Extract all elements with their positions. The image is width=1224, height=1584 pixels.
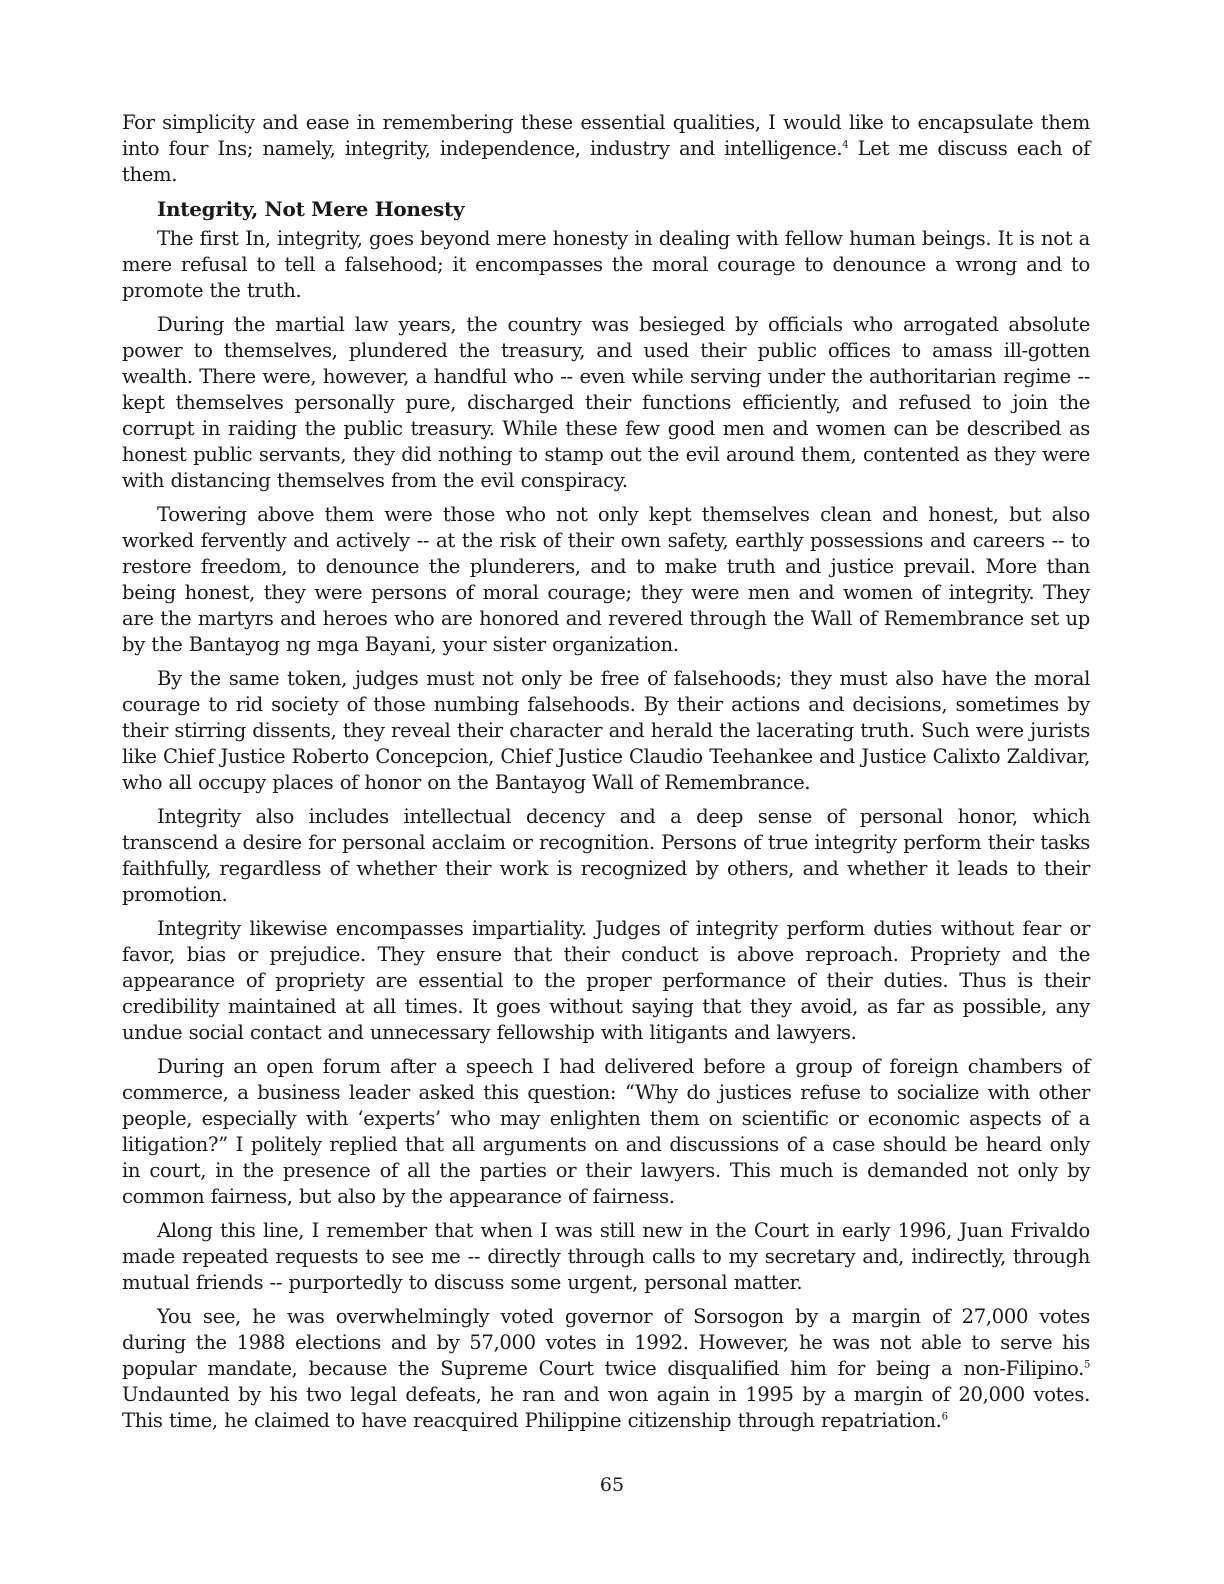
paragraph-sorsogon-elections — [122, 1304, 1090, 1434]
footnote-ref-5: 5 — [1083, 1359, 1090, 1371]
page-number: 65 — [599, 1474, 625, 1496]
footnote-ref-6: 6 — [941, 1411, 948, 1423]
paragraph-intro — [122, 110, 1090, 188]
document-page — [122, 110, 1090, 1442]
paragraph-open-forum: During an open forum after a speech I had delivered before a group of foreign chambers of commerce, a business leader asked this question: “Why do justices refuse to socialize with other people, especially with ‘experts’ who may enlighten them on scientific or economic aspects of a litigation?” I politely replied that all arguments on and discussions of a case should be heard only in court, in the presence of all the parties or their lawyers. This much is demanded not only by common fairness, but also by the appearance of fairness. — [122, 1055, 1090, 1208]
paragraph-sorsogon-mid: Undaunted by his two legal defeats, he ran and won again in 1995 by a margin of 20,000 votes. This time, he claimed to have reacquired Philippine citizenship through repatriation. — [122, 1383, 1090, 1432]
paragraph-judges-moral-courage: By the same token, judges must not only be free of falsehoods; they must also have the moral courage to rid society of those numbing falsehoods. By their actions and decisions, sometimes by their stirring dissents, they reveal their character and herald the lacerating truth. Such were jurists like Chief Justice Roberto Concepcion, Chief Justice Claudio Teehankee and Justice Calixto Zaldivar, who all occupy places of honor on the Bantayog Wall of Remembrance. — [122, 667, 1090, 794]
paragraph-intro-tail: Let me discuss each of them. — [122, 137, 1090, 186]
paragraph-intellectual-decency: Integrity also includes intellectual decency and a deep sense of personal honor, which transcend a desire for personal acclaim or recognition. Persons of true integrity perform their tasks faithfully, regardless of whether their work is recognized by others, and whether it leads to their promotion. — [122, 805, 1090, 906]
paragraph-intro-text: For simplicity and ease in remembering these essential qualities, I would like to encapsulate them into four Ins; namely, integrity, independence, industry and intelligence. — [122, 111, 1090, 160]
section-heading: Integrity, Not Mere Honesty — [157, 197, 465, 221]
footnote-ref-4: 4 — [842, 139, 849, 151]
paragraph-sorsogon-text: You see, he was overwhelmingly voted governor of Sorsogon by a margin of 27,000 votes during the 1988 elections and by 57,000 votes in 1992. However, he was not able to serve his popular mandate, because the Supreme Court twice disqualified him for being a non-Filipino. — [122, 1305, 1090, 1380]
paragraph-martial-law: During the martial law years, the country was besieged by officials who arrogated absolute power to themselves, plundered the treasury, and used their public offices to amass ill-gotten wealth. There were, however, a handful who -- even while serving under the authoritarian regime -- kept themselves personally pure, discharged their functions efficiently, and refused to join the corrupt in raiding the public treasury. While these few good men and women can be described as honest public servants, they did nothing to stamp out the evil around them, contented as they were with distancing themselves from the evil conspiracy. — [122, 313, 1090, 492]
paragraph-integrity-definition: The first In, integrity, goes beyond mere honesty in dealing with fellow human beings. It is not a mere refusal to tell a falsehood; it encompasses the moral courage to denounce a wrong and to promote the truth. — [122, 227, 1090, 302]
paragraph-impartiality: Integrity likewise encompasses impartiality. Judges of integrity perform duties without fear or favor, bias or prejudice. They ensure that their conduct is above reproach. Propriety and the appearance of propriety are essential to the proper performance of their duties. Thus is their credibility maintained at all times. It goes without saying that they avoid, as far as possible, any undue social contact and unnecessary fellowship with litigants and lawyers. — [122, 917, 1090, 1044]
paragraph-towering-above: Towering above them were those who not only kept themselves clean and honest, but also worked fervently and actively -- at the risk of their own safety, earthly possessions and careers -- to restore freedom, to denounce the plunderers, and to make truth and justice prevail. More than being honest, they were persons of moral courage; they were men and women of integrity. They are the martyrs and heroes who are honored and revered through the Wall of Remembrance set up by the Bantayog ng mga Bayani, your sister organization. — [122, 503, 1090, 656]
paragraph-frivaldo-requests: Along this line, I remember that when I was still new in the Court in early 1996, Juan Frivaldo made repeated requests to see me -- directly through calls to my secretary and, indirectly, through mutual friends -- purportedly to discuss some urgent, personal matter. — [122, 1219, 1090, 1294]
